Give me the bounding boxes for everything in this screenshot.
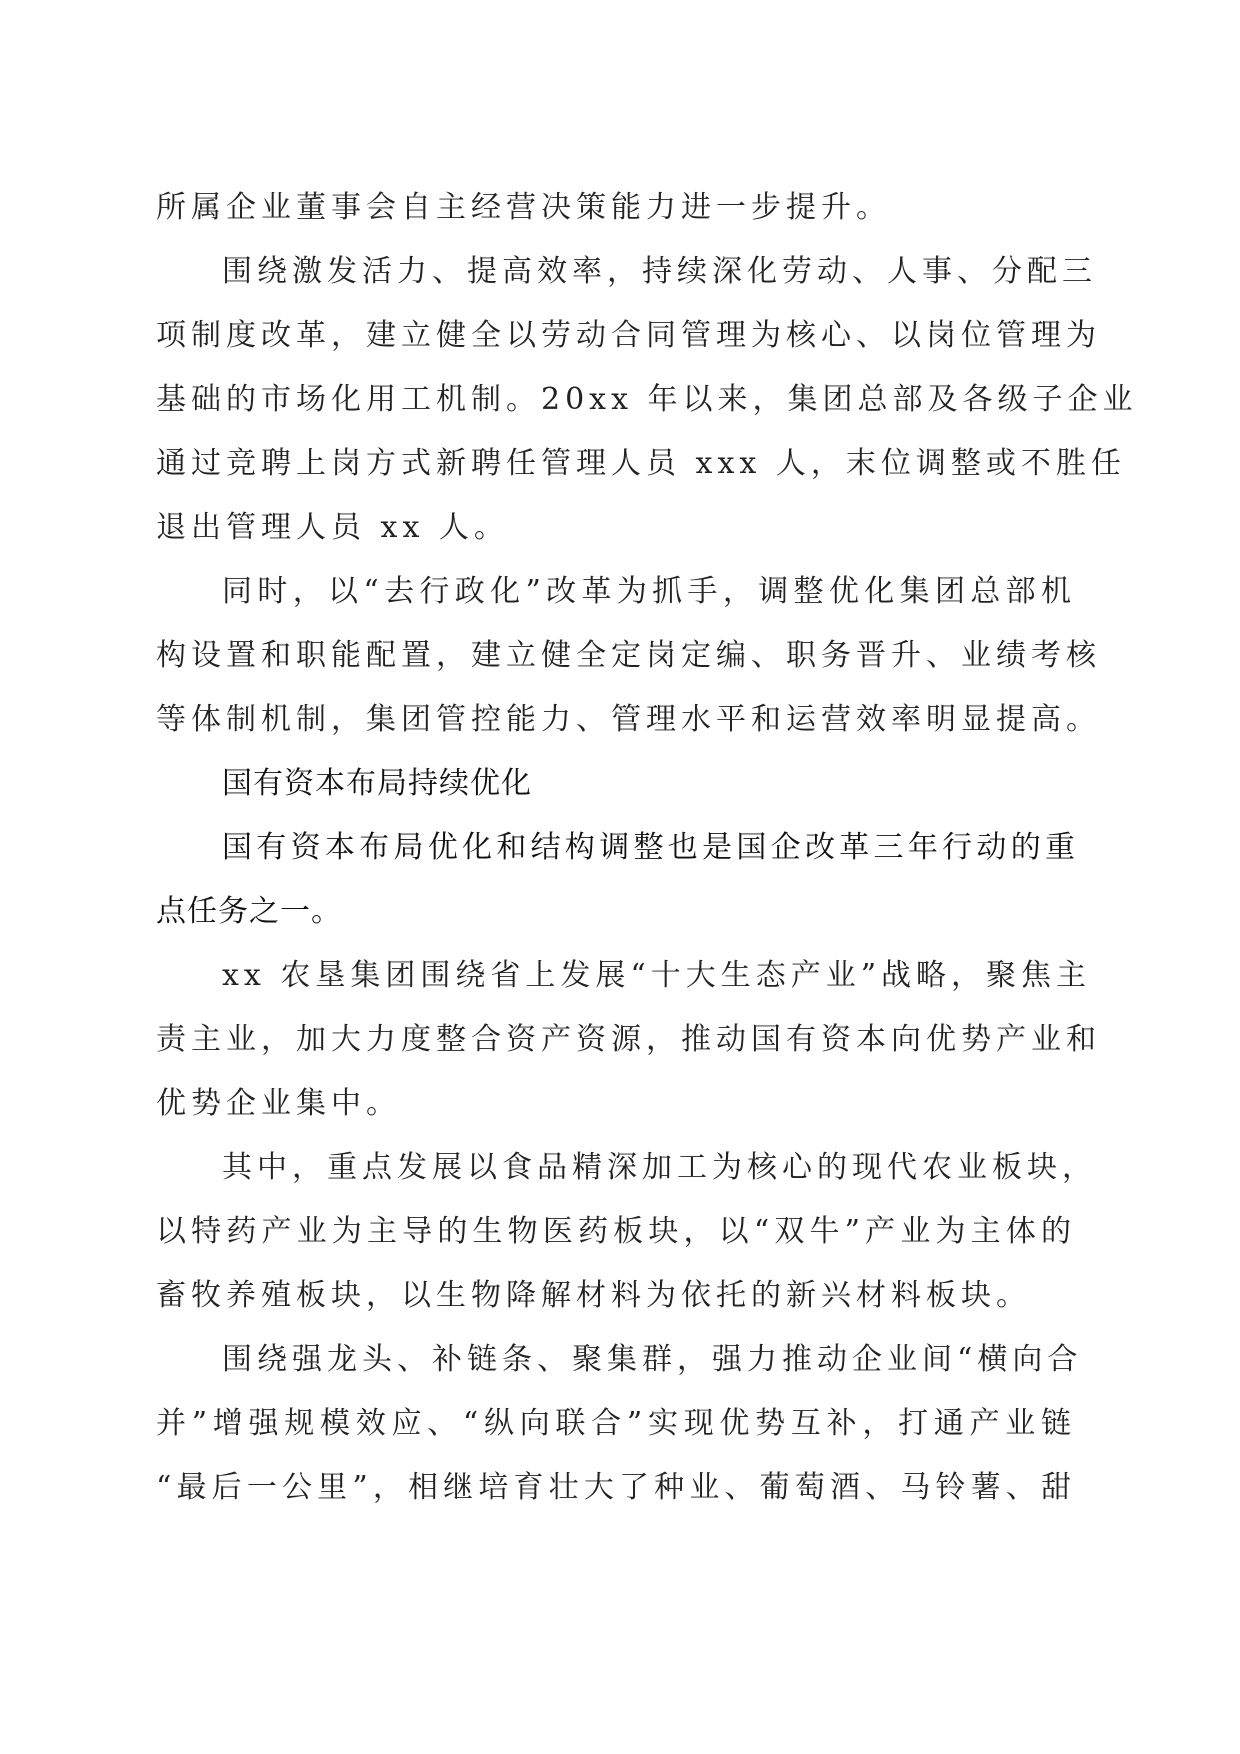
document-page bbox=[156, 188, 1138, 1532]
paragraph-line: 基础的市场化用工机制。20xx 年以来，集团总部及各级子企业 bbox=[156, 382, 1138, 417]
lead-sentence-line: 点任务之一。 bbox=[156, 894, 342, 929]
paragraph-line: 项制度改革，建立健全以劳动合同管理为核心、以岗位管理为 bbox=[156, 318, 1101, 353]
paragraph-line: xx 农垦集团围绕省上发展“十大生态产业”战略，聚焦主 bbox=[222, 958, 1092, 993]
paragraph-line: 优势企业集中。 bbox=[156, 1086, 401, 1121]
paragraph-line: 同时，以“去行政化”改革为抓手，调整优化集团总部机 bbox=[222, 574, 1076, 609]
paragraph-line: 退出管理人员 xx 人。 bbox=[156, 510, 509, 545]
section-heading: 国有资本布局持续优化 bbox=[222, 766, 532, 801]
lead-sentence-line: 国有资本布局优化和结构调整也是国企改革三年行动的重 bbox=[222, 830, 1076, 865]
paragraph-line: 其中，重点发展以食品精深加工为核心的现代农业板块， bbox=[222, 1150, 1097, 1185]
paragraph-line: 围绕激发活力、提高效率，持续深化劳动、人事、分配三 bbox=[222, 254, 1097, 289]
paragraph-line: 构设置和职能配置，建立健全定岗定编、职务晋升、业绩考核 bbox=[156, 638, 1101, 673]
paragraph-line: “最后一公里”，相继培育壮大了种业、葡萄酒、马铃薯、甜 bbox=[156, 1470, 1076, 1505]
paragraph-line: 围绕强龙头、补链条、聚集群，强力推动企业间“横向合 bbox=[222, 1342, 1083, 1377]
paragraph-line: 所属企业董事会自主经营决策能力进一步提升。 bbox=[156, 190, 891, 225]
paragraph-line: 通过竞聘上岗方式新聘任管理人员 xxx 人，末位调整或不胜任 bbox=[156, 446, 1126, 481]
paragraph-line: 畜牧养殖板块，以生物降解材料为依托的新兴材料板块。 bbox=[156, 1278, 1031, 1313]
paragraph-line: 等体制机制，集团管控能力、管理水平和运营效率明显提高。 bbox=[156, 702, 1101, 737]
paragraph-line: 责主业，加大力度整合资产资源，推动国有资本向优势产业和 bbox=[156, 1022, 1101, 1057]
paragraph-line: 以特药产业为主导的生物医药板块，以“双牛”产业为主体的 bbox=[156, 1214, 1076, 1249]
paragraph-line: 并”增强规模效应、“纵向联合”实现优势互补，打通产业链 bbox=[156, 1406, 1076, 1441]
